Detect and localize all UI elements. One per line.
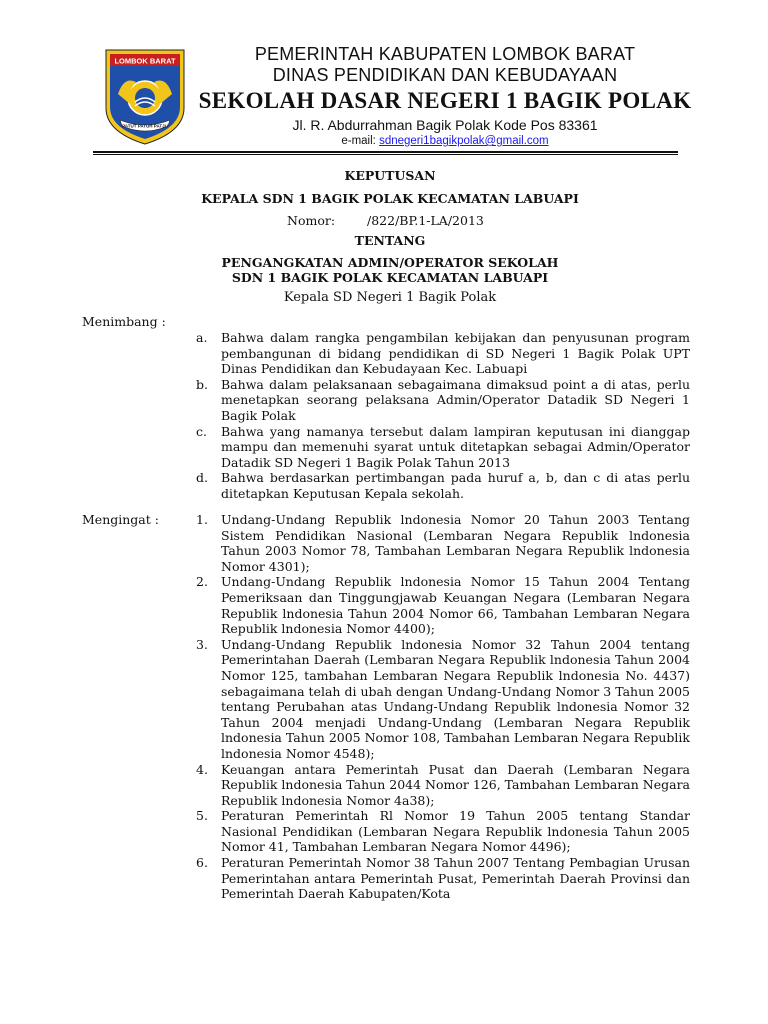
list-item-text: Peraturan Pemerintah Rl Nomor 19 Tahun 2005 tentang Standar Nasional Pendidikan (Lembaran Negara Republik lndonesia Tahun 2005 Nomor 41, Tambahan Lembaran Negara Nomor 4496); (221, 808, 690, 855)
email-line (195, 134, 695, 148)
remembering-label: Mengingat : (82, 512, 159, 527)
decree-issuer: KEPALA SDN 1 BAGIK POLAK KECAMATAN LABUAPI (201, 191, 579, 206)
email-link[interactable]: sdnegeri1bagikpolak@gmail.com (379, 135, 549, 147)
list-item-text: Undang-Undang Republik lndonesia Nomor 32 Tahun 2004 tentang Pemerintahan Daerah (Lembaran Negara Republik lndonesia Tahun 2004 Nomor 125, tambahan Lembaran Negara Republik lndonesia No. 4437) sebagaimana telah di ubah dengan Undang-Undang Nomor 3 Tahun 2005 tentang Perubahan atas Undang-Undang Republik lndonesia Nomor 32 Tahun 2004 menjadi Undang-Undang (Lembaran Negara Republik lndonesia Tahun 2005 Nomor 108, Tambahan Lembaran Negara Republik lndonesia Nomor 4548); (221, 636, 690, 761)
email-label: e-mail: (341, 135, 376, 147)
list-item-marker: 2. (196, 574, 208, 590)
list-item-text: Bahwa dalam rangka pengambilan kebijakan dan penyusunan program pembangunan di bidang pendidikan di SD Negeri 1 Bagik Polak UPT Dinas Pendidikan dan Kebudayaan Kec. Labuapi (221, 330, 690, 377)
decree-number-label: Nomor: (287, 213, 336, 228)
list-item (196, 855, 690, 902)
letterhead (195, 44, 695, 148)
list-item (196, 574, 690, 636)
decree-about: TENTANG (354, 233, 426, 248)
list-item-marker: 5. (196, 808, 208, 824)
crest-motto-text: PATUT PATUH PATJU (122, 123, 168, 129)
list-item-text: Undang-Undang Republik lndonesia Nomor 15 Tahun 2004 Tentang Pemeriksaan dan Tinggungjawab Keuangan Negara (Lembaran Negara Republik lndonesia Tahun 2004 Nomor 66, Tambahan Lembaran Negara Republik lndonesia Nomor 4400); (221, 574, 690, 637)
list-item-text: Keuangan antara Pemerintah Pusat dan Daerah (Lembaran Negara Republik lndonesia Tahun 2044 Nomor 126, Tambahan Lembaran Negara Republik lndonesia Nomor 4a38); (221, 761, 690, 808)
list-item (196, 424, 690, 471)
list-item (196, 637, 690, 762)
list-item (196, 762, 690, 809)
considering-list (196, 330, 690, 502)
letterhead-divider-thin (93, 154, 678, 155)
list-item (196, 330, 690, 377)
list-item (196, 808, 690, 855)
list-item (196, 377, 690, 424)
list-item-marker: d. (196, 470, 208, 486)
list-item-text: Bahwa berdasarkan pertimbangan pada huruf a, b, dan c di atas perlu ditetapkan Keputusan Kepala sekolah. (221, 470, 690, 501)
decree-subject-line1: PENGANGKATAN ADMIN/OPERATOR SEKOLAH (221, 255, 559, 270)
list-item-marker: c. (196, 423, 207, 439)
list-item-marker: 1. (196, 512, 208, 527)
government-name: PEMERINTAH KABUPATEN LOMBOK BARAT (254, 44, 636, 64)
list-item-text: Bahwa dalam pelaksanaan sebagaimana dimaksud point a di atas, perlu menetapkan seorang pelaksana Admin/Operator Datadik SD Negeri 1 Bagik Polak (221, 376, 690, 423)
list-item-marker: 3. (196, 636, 208, 652)
decree-official: Kepala SD Negeri 1 Bagik Polak (283, 290, 497, 305)
decree-number (287, 213, 547, 228)
crest-banner-text: LOMBOK BARAT (114, 56, 176, 66)
lombok-barat-crest-logo (102, 46, 188, 146)
agency-name: DINAS PENDIDIKAN DAN KEBUDAYAAN (272, 65, 618, 85)
list-item (196, 512, 690, 574)
school-address: Jl. R. Abdurrahman Bagik Polak Kode Pos 83361 (292, 117, 598, 133)
list-item-text: Peraturan Pemerintah Nomor 38 Tahun 2007 Tentang Pembagian Urusan Pemerintahan antara Pemerintah Pusat, Pemerintah Daerah Provinsi dan Pemerintah Daerah Kabupaten/Kota (221, 855, 690, 902)
list-item-marker: 4. (196, 761, 208, 777)
decree-subject (160, 255, 620, 285)
letterhead-divider-thick (93, 151, 678, 153)
list-item-marker: a. (196, 330, 208, 345)
decree-heading: KEPUTUSAN (344, 168, 436, 183)
considering-label: Menimbang : (82, 314, 166, 329)
decree-number-value: /822/BP.1-LA/2013 (367, 213, 484, 228)
list-item-marker: b. (196, 376, 208, 392)
list-item-marker: 6. (196, 855, 208, 871)
decree-subject-line2: SDN 1 BAGIK POLAK KECAMATAN LABUAPI (231, 270, 549, 285)
remembering-list (196, 512, 690, 902)
list-item-text: Bahwa yang namanya tersebut dalam lampiran keputusan ini dianggap mampu dan memenuhi syarat untuk ditetapkan sebagai Admin/Operator Datadik SD Negeri 1 Bagik Polak Tahun 2013 (221, 423, 690, 470)
list-item-text: Undang-Undang Republik lndonesia Nomor 20 Tahun 2003 Tentang Sistem Pendidikan Nasional (Lembaran Negara Republik lndonesia Tahun 2003 Nomor 78, Tambahan Lembaran Negara Republik lndonesia Nomor 4301); (221, 512, 690, 574)
school-name: SEKOLAH DASAR NEGERI 1 BAGIK POLAK (198, 88, 692, 113)
list-item (196, 470, 690, 501)
